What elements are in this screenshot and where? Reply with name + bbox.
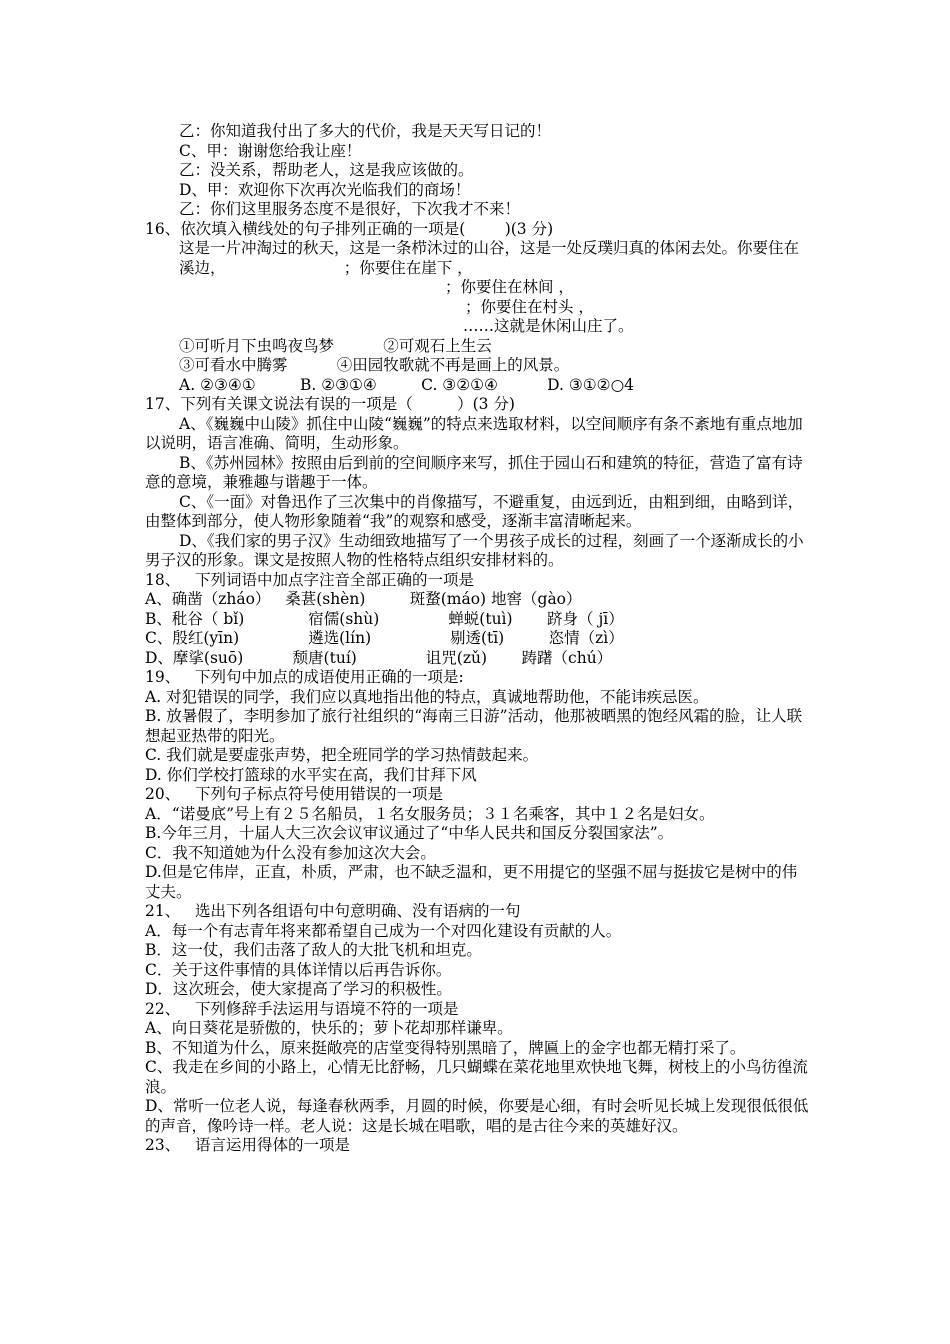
question-17-option-d: D、《我们家的男子汉》生动细致地描写了一个男孩子成长的过程，刻画了一个逐渐成长的小男子汉的形象。课文是按照人物的性格特点组织安排材料的。 [145,531,804,569]
question-16-blank-line: ；你要住在村头 ， [465,297,594,316]
dialog-option-d: D、甲：欢迎你下次再次光临我们的商场！ [179,180,471,199]
question-18-option-c: C、殷红(yīn) 遴选(lín) 剔透(tī) 恣情（zì） [145,629,624,647]
question-21-option-b: B．这一仗，我们击落了敌人的大批飞机和坦克。 [145,941,482,959]
question-22-option-b: B、不知道为什么，原来挺敞亮的店堂变得特别黑暗了，牌匾上的金字也都无精打采了。 [145,1038,746,1057]
question-18-option-a: A、确凿（zháo） 桑葚(shèn) 斑蝥(máo) 地窖（gào） [145,590,582,608]
question-17-option-c: C、《一面》对鲁迅作了三次集中的肖像描写，不避重复，由远到近，由粗到细，由略到详，由整体到部分，使人物形象随着“我”的观察和感受，逐渐丰富清晰起来。 [145,492,804,530]
question-20-option-d: D.但是它伟岸，正直，朴质，严肃，也不缺乏温和，更不用提它的坚强不屈与挺拔它是树中的伟丈夫。 [145,863,798,901]
dialog-option-c: C、甲：谢谢您给我让座！ [179,141,362,160]
question-19: 19、 下列句中加点的成语使用正确的一项是: [145,668,464,686]
question-23: 23、 语言运用得体的一项是 [145,1136,351,1154]
question-16-options: ③可看水中腾雾 ④田园牧歌就不再是画上的风景。 [179,356,570,374]
question-20-option-c: C．我不知道她为什么没有参加这次大会。 [145,843,436,862]
dialog-line: 乙：你知道我付出了多大的代价，我是天天写日记的！ [179,122,552,140]
question-22-option-c: C、我走在乡间的小路上，心情无比舒畅，几只蝴蝶在菜花地里欢快地飞舞，树枝上的小鸟彷徨流浪。 [145,1058,808,1096]
passage-text: 这是一片冲淘过的秋天，这是一条栉沐过的山谷，这是一处反璞归真的体闲去处。你要住在溪边， ；你要住在崖下 ， [179,239,800,277]
question-16-blank-line: ……这就是休闲山庄了。 [463,317,634,335]
question-22-option-a: A、向日葵花是骄傲的，快乐的；萝卜花却那样谦卑。 [145,1019,513,1037]
question-16-passage [145,239,810,278]
question-18-option-d: D、摩挲(suō) 颓唐(tuí) 诅咒(zǔ) 踌躇（chú） [145,648,613,667]
question-20: 20、 下列句子标点符号使用错误的一项是 [145,785,444,803]
question-19-option-b: B. 放暑假了，李明参加了旅行社组织的“海南三日游”活动，他那被晒黑的饱经风霜的脸，让人联想起亚热带的阳光。 [145,707,803,745]
question-18: 18、 下列词语中加点字注音全部正确的一项是 [145,570,475,589]
question-17: 17、下列有关课文说法有误的一项是（ ）(3 分) [145,395,515,413]
question-17-option-a: A、《巍巍中山陵》抓住中山陵“巍巍”的特点来选取材料，以空间顺序有条不紊地有重点地加以说明，语言准确、简明，生动形象。 [145,414,803,452]
question-19-option-a: A. 对犯错误的同学，我们应以真地指出他的特点，真诚地帮助他，不能讳疾忌医。 [145,687,709,706]
question-16-options: ①可听月下虫鸣夜鸟梦 ②可观石上生云 [179,336,492,355]
question-21-option-d: D．这次班会，使大家提高了学习的积极性。 [145,980,452,998]
question-21-option-c: C．关于这件事情的具体详情以后再告诉你。 [145,960,452,979]
dialog-line: 乙：没关系，帮助老人，这是我应该做的。 [179,161,474,179]
document-page [145,122,810,1156]
question-20-option-a: A．“诺曼底”号上有２５名船员，１名女服务员；３１名乘客，其中１２名是妇女。 [145,804,715,823]
question-21: 21、 选出下列各组语句中句意明确、没有语病的一句 [145,902,521,920]
question-16: 16、依次填入横线处的句子排列正确的一项是( )(3 分) [145,219,554,238]
question-22-option-d: D、常听一位老人说，每逢春秋两季，月圆的时候，你要是心细，有时会听见长城上发现很低很低的声音，像吟诗一样。老人说：这是长城在唱歌，唱的是古往今来的英雄好汉。 [145,1097,809,1135]
question-16-blank-line: ；你要住在林间 ， [445,278,574,296]
question-17-option-b: B、《苏州园林》按照由后到前的空间顺序来写，抓住于园山石和建筑的特征，营造了富有诗意的意境，兼雅趣与谐趣于一体。 [145,453,803,491]
question-20-option-b: B.今年三月，十届人大三次会议审议通过了“中华人民共和国反分裂国家法”。 [145,824,674,842]
dialog-line: 乙：你们这里服务态度不是很好，下次我才不来！ [179,200,521,218]
question-21-option-a: A．每一个有志青年将来都希望自己成为一个对四化建设有贡献的人。 [145,921,622,940]
question-22: 22、 下列修辞手法运用与语境不符的一项是 [145,999,459,1018]
question-19-option-d: D. 你们学校打篮球的水平实在高，我们甘拜下风 [145,765,477,784]
question-16-answers: A. ②③④① B. ②③①④ C. ③②①④ D. ③①②○4 [179,375,634,394]
question-19-option-c: C. 我们就是要虚张声势，把全班同学的学习热情鼓起来。 [145,746,539,764]
question-18-option-b: B、秕谷（ bǐ) 宿儒(shù) 蝉蜕(tuì) 跻身（ jī） [145,609,624,628]
